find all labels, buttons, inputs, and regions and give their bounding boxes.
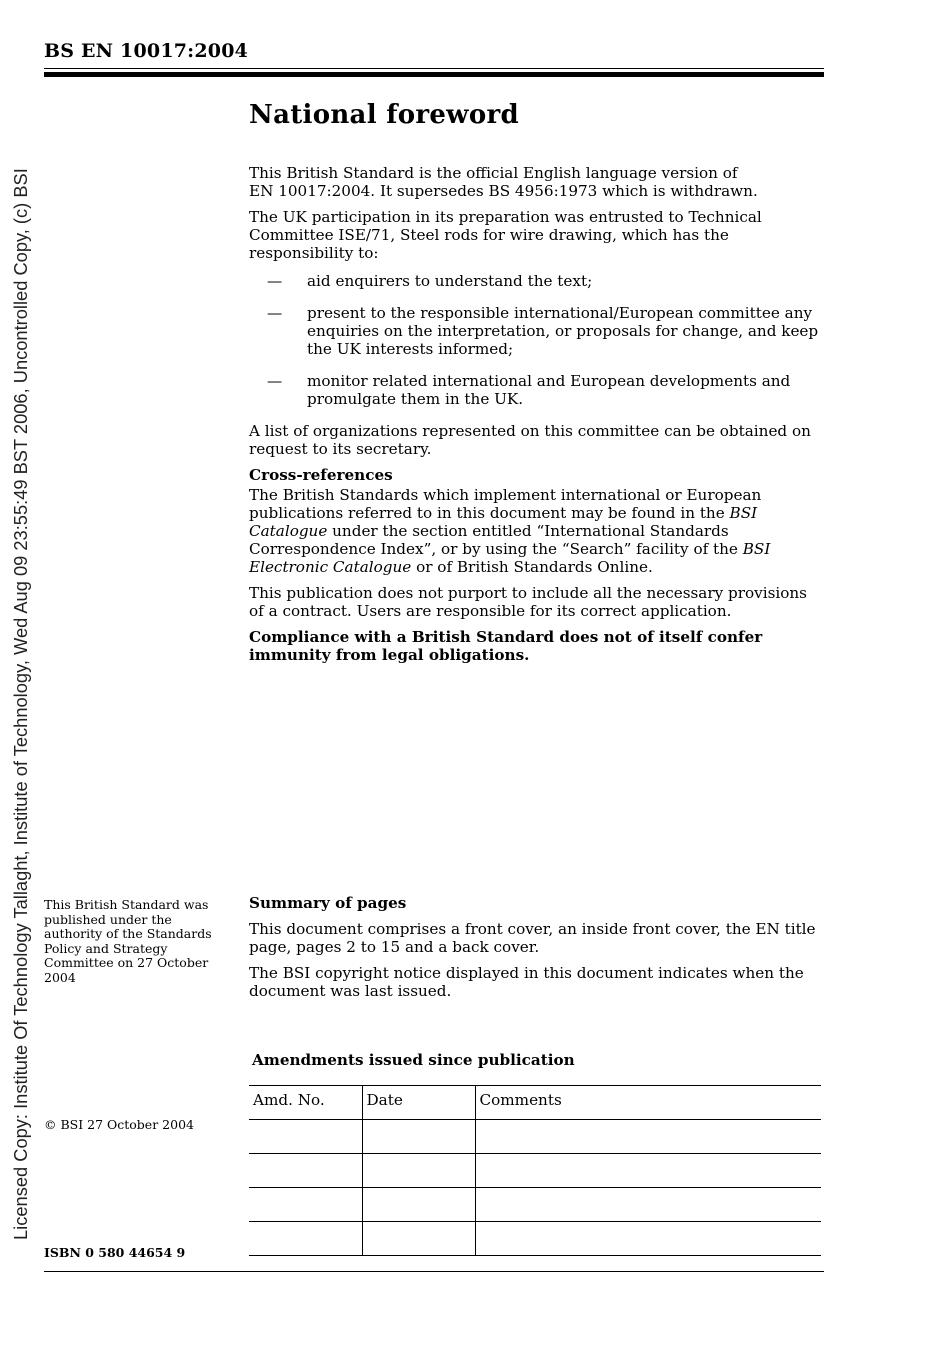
cross-references-paragraph [249, 486, 825, 576]
column-header-comments: Comments [475, 1086, 821, 1120]
table-cell [249, 1154, 362, 1188]
table-row [249, 1154, 821, 1188]
foreword-body [249, 164, 825, 672]
page-title: National foreword [249, 100, 519, 130]
table-cell [362, 1222, 475, 1256]
header-rule-thin [44, 68, 824, 69]
cross-references-heading: Cross-references [249, 466, 393, 484]
foreword-p1-line1: This British Standard is the official English language version of [249, 164, 738, 182]
list-item-text: aid enquirers to understand the text; [307, 272, 593, 290]
dash-bullet: — [267, 304, 283, 322]
list-item-text: monitor related international and European developments and promulgate them in the UK. [307, 372, 791, 408]
amendments-table [249, 1085, 821, 1256]
isbn-number: ISBN 0 580 44654 9 [44, 1245, 186, 1260]
compliance-statement: Compliance with a British Standard does not of itself confer immunity from legal obligations. [249, 628, 763, 664]
table-cell [249, 1120, 362, 1154]
summary-paragraph-1: This document comprises a front cover, an inside front cover, the EN title page, pages 2 to 15 and a back cover. [249, 920, 816, 956]
list-item [249, 304, 825, 358]
table-cell [362, 1120, 475, 1154]
copyright-notice: © BSI 27 October 2004 [44, 1117, 194, 1132]
table-row [249, 1188, 821, 1222]
license-watermark: Licensed Copy: Institute Of Technology Tallaght, Institute of Technology, Wed Aug 09 23:55:49 BST 2006, Uncontrolled Copy, (c) BSI [10, 168, 31, 1240]
cross-text-a: The British Standards which implement international or European publications referred to in this document may be found in the [249, 486, 762, 522]
dash-bullet: — [267, 372, 283, 390]
summary-section [249, 894, 825, 1008]
column-header-date: Date [362, 1086, 475, 1120]
table-cell [475, 1154, 821, 1188]
amendments-title: Amendments issued since publication [252, 1051, 575, 1069]
table-cell [249, 1222, 362, 1256]
table-cell [362, 1154, 475, 1188]
document-id: BS EN 10017:2004 [44, 40, 249, 62]
summary-paragraph-2: The BSI copyright notice displayed in this document indicates when the document was last issued. [249, 964, 804, 1000]
column-header-amd-no: Amd. No. [249, 1086, 362, 1120]
foreword-paragraph-2: The UK participation in its preparation was entrusted to Technical Committee ISE/71, Steel rods for wire drawing, which has the responsibility to: [249, 208, 762, 262]
dash-bullet: — [267, 272, 283, 290]
bsi-electronic-catalogue-title: BSI Electronic Catalogue [249, 540, 771, 576]
summary-heading: Summary of pages [249, 894, 407, 912]
foreword-paragraph-1 [249, 164, 825, 200]
cross-text-e: or of British Standards Online. [411, 558, 653, 576]
table-cell [475, 1120, 821, 1154]
table-cell [475, 1222, 821, 1256]
header-rule-thick [44, 72, 824, 77]
footer-rule [44, 1271, 824, 1272]
table-row [249, 1120, 821, 1154]
table-header-row [249, 1086, 821, 1120]
responsibility-list [249, 272, 825, 408]
foreword-paragraph-4: This publication does not purport to include all the necessary provisions of a contract. Users are responsible for its correct application. [249, 584, 807, 620]
list-item [249, 372, 825, 408]
table-cell [249, 1188, 362, 1222]
table-cell [475, 1188, 821, 1222]
cross-text-c: under the section entitled “International Standards Correspondence Index”, or by using the “Search” facility of the [249, 522, 743, 558]
table-cell [362, 1188, 475, 1222]
foreword-paragraph-3: A list of organizations represented on this committee can be obtained on request to its secretary. [249, 422, 811, 458]
bsi-catalogue-title: BSI Catalogue [249, 504, 758, 540]
table-row [249, 1222, 821, 1256]
list-item-text: present to the responsible international/European committee any enquiries on the interpretation, or proposals for change, and keep the UK interests informed; [307, 304, 819, 358]
foreword-p1-line2: EN 10017:2004. It supersedes BS 4956:1973 which is withdrawn. [249, 182, 758, 200]
list-item [249, 272, 825, 290]
publication-authority-note: This British Standard was published under the authority of the Standards Policy and Strategy Committee on 27 October 2004 [44, 897, 212, 985]
